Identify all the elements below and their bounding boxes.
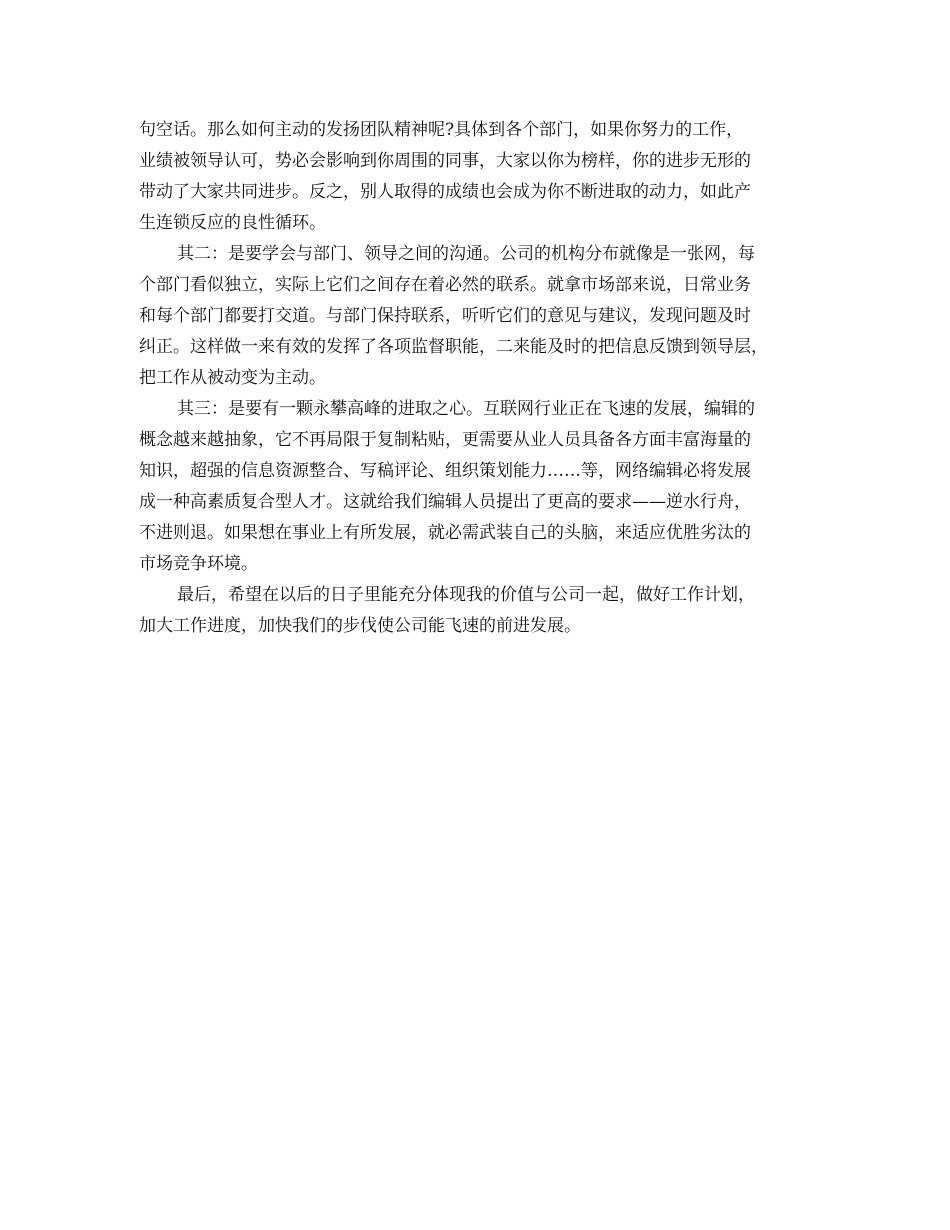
paragraph-line: 把工作从被动变为主动。 — [139, 368, 326, 388]
paragraph-line: 知识，超强的信息资源整合、写稿评论、组织策划能力……等，网络编辑必将发展 — [139, 461, 751, 481]
paragraph-4 — [139, 580, 829, 642]
paragraph-line: 市场竞争环境。 — [139, 554, 258, 574]
document-body — [139, 115, 829, 642]
paragraph-line: 成一种高素质复合型人才。这就给我们编辑人员提出了更高的要求——逆水行舟， — [139, 492, 751, 512]
paragraph-line: 业绩被领导认可，势必会影响到你周围的同事，大家以你为榜样，你的进步无形的 — [139, 151, 751, 171]
paragraph-line: 个部门看似独立，实际上它们之间存在着必然的联系。就拿市场部来说，日常业务 — [139, 275, 751, 295]
paragraph-line: 其三：是要有一颗永攀高峰的进取之心。互联网行业正在飞速的发展，编辑的 — [177, 399, 755, 419]
paragraph-line: 生连锁反应的良性循环。 — [139, 213, 326, 233]
paragraph-line: 加大工作进度，加快我们的步伐使公司能飞速的前进发展。 — [139, 616, 581, 636]
paragraph-line: 句空话。那么如何主动的发扬团队精神呢?具体到各个部门，如果你努力的工作， — [139, 120, 744, 140]
paragraph-3 — [139, 394, 829, 580]
paragraph-line: 最后，希望在以后的日子里能充分体现我的价值与公司一起，做好工作计划， — [177, 585, 755, 605]
paragraph-line: 概念越来越抽象，它不再局限于复制粘贴，更需要从业人员具备各方面丰富海量的 — [139, 430, 751, 450]
paragraph-line: 不进则退。如果想在事业上有所发展，就必需武装自己的头脑，来适应优胜劣汰的 — [139, 523, 751, 543]
paragraph-line: 带动了大家共同进步。反之，别人取得的成绩也会成为你不断进取的动力，如此产 — [139, 182, 751, 202]
paragraph-2 — [139, 239, 829, 394]
paragraph-1 — [139, 115, 829, 239]
paragraph-line: 纠正。这样做一来有效的发挥了各项监督职能，二来能及时的把信息反馈到领导层， — [139, 337, 768, 357]
paragraph-line: 其二：是要学会与部门、领导之间的沟通。公司的机构分布就像是一张网，每 — [177, 244, 755, 264]
paragraph-line: 和每个部门都要打交道。与部门保持联系，听听它们的意见与建议，发现问题及时 — [139, 306, 751, 326]
